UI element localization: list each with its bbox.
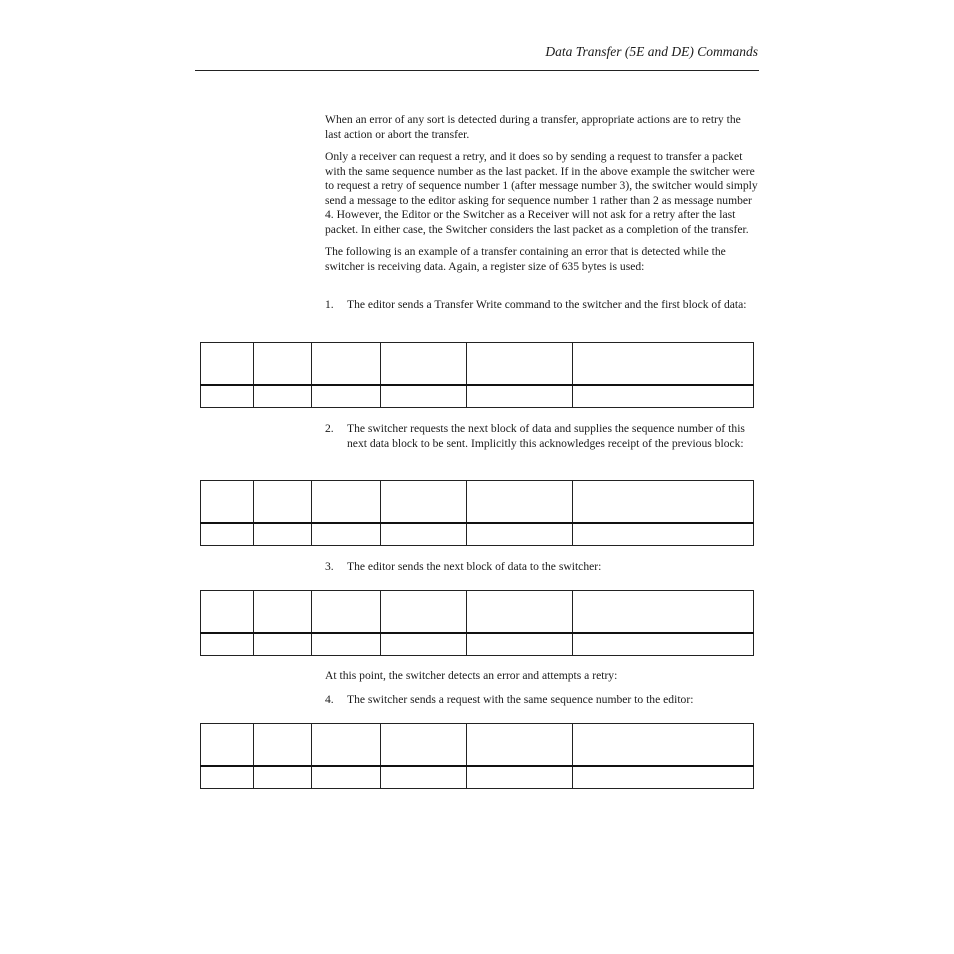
message-table-1	[200, 342, 754, 408]
table-cell	[467, 766, 573, 789]
table-header-cell	[381, 343, 467, 386]
table-cell	[573, 766, 754, 789]
table-header-cell	[312, 481, 381, 524]
step-number: 1.	[325, 298, 334, 311]
table-header-cell	[381, 481, 467, 524]
step-1	[325, 298, 759, 313]
table-header-cell	[201, 343, 254, 386]
table-header-cell	[467, 481, 573, 524]
table-header-cell	[381, 724, 467, 767]
table-row	[201, 766, 754, 789]
table-header-row	[201, 724, 754, 767]
table-header-cell	[254, 591, 312, 634]
table-cell	[312, 523, 381, 546]
table-cell	[254, 633, 312, 656]
error-detected-text	[325, 669, 759, 684]
table-header-cell	[254, 343, 312, 386]
table-cell	[381, 766, 467, 789]
table-header-cell	[381, 591, 467, 634]
table-cell	[312, 633, 381, 656]
table-cell	[254, 523, 312, 546]
table-cell	[573, 523, 754, 546]
table-cell	[312, 766, 381, 789]
table-header-cell	[201, 591, 254, 634]
step-3	[325, 560, 759, 575]
table-header-cell	[312, 591, 381, 634]
table-header-cell	[573, 481, 754, 524]
paragraph-retry-rules: Only a receiver can request a retry, and it does so by sending a request to transfer a packet with the same sequence number as the last packet. If in the above example the switcher were to request a retry of sequence number 1 (after message number 3), the switcher would simply send a message to the editor asking for sequence number 1 rather than 2 as message number 4. However, the Editor or the Switcher as a Receiver will not ask for a retry after the last packet. In either case, the Switcher considers the last packet as a completion of the transfer.	[325, 150, 758, 236]
step-number: 2.	[325, 422, 334, 435]
table-header-cell	[467, 724, 573, 767]
table-header-cell	[254, 724, 312, 767]
step-text: The switcher sends a request with the same sequence number to the editor:	[347, 693, 694, 706]
message-table-2	[200, 480, 754, 546]
table-row	[201, 523, 754, 546]
table-row	[201, 385, 754, 408]
table-cell	[312, 385, 381, 408]
table-header-cell	[573, 591, 754, 634]
table-header-cell	[312, 343, 381, 386]
message-table-4	[200, 723, 754, 789]
running-head: Data Transfer (5E and DE) Commands	[545, 44, 758, 59]
table-header-row	[201, 343, 754, 386]
table-header-cell	[467, 591, 573, 634]
table-cell	[381, 523, 467, 546]
table-cell	[201, 385, 254, 408]
table-cell	[254, 766, 312, 789]
paragraph-example-intro: The following is an example of a transfer containing an error that is detected while the switcher is receiving data. Again, a register size of 635 bytes is used:	[325, 245, 726, 273]
step-2	[325, 422, 759, 451]
table-cell	[201, 766, 254, 789]
paragraph-error-detected: At this point, the switcher detects an error and attempts a retry:	[325, 669, 618, 682]
table-header-cell	[201, 481, 254, 524]
paragraph-error-handling: When an error of any sort is detected during a transfer, appropriate actions are to retry the last action or abort the transfer.	[325, 113, 741, 141]
table-cell	[467, 385, 573, 408]
table-cell	[381, 385, 467, 408]
intro-text	[325, 113, 759, 274]
table-header-cell	[467, 343, 573, 386]
table-header-cell	[312, 724, 381, 767]
step-4	[325, 693, 759, 708]
table-cell	[467, 633, 573, 656]
table-cell	[254, 385, 312, 408]
step-text: The editor sends the next block of data to the switcher:	[347, 560, 602, 573]
step-text: The switcher requests the next block of data and supplies the sequence number of this next data block to be sent. Implicitly this acknowledges receipt of the previous block:	[347, 422, 745, 450]
table-header-cell	[573, 343, 754, 386]
step-number: 3.	[325, 560, 334, 573]
table-cell	[201, 633, 254, 656]
table-cell	[573, 385, 754, 408]
table-header-row	[201, 591, 754, 634]
table-header-row	[201, 481, 754, 524]
step-text: The editor sends a Transfer Write command to the switcher and the first block of data:	[347, 298, 747, 311]
table-cell	[573, 633, 754, 656]
table-cell	[467, 523, 573, 546]
table-cell	[381, 633, 467, 656]
table-header-cell	[573, 724, 754, 767]
table-header-cell	[254, 481, 312, 524]
message-table-3	[200, 590, 754, 656]
header-rule	[195, 70, 759, 71]
step-number: 4.	[325, 693, 334, 706]
table-cell	[201, 523, 254, 546]
table-header-cell	[201, 724, 254, 767]
table-row	[201, 633, 754, 656]
